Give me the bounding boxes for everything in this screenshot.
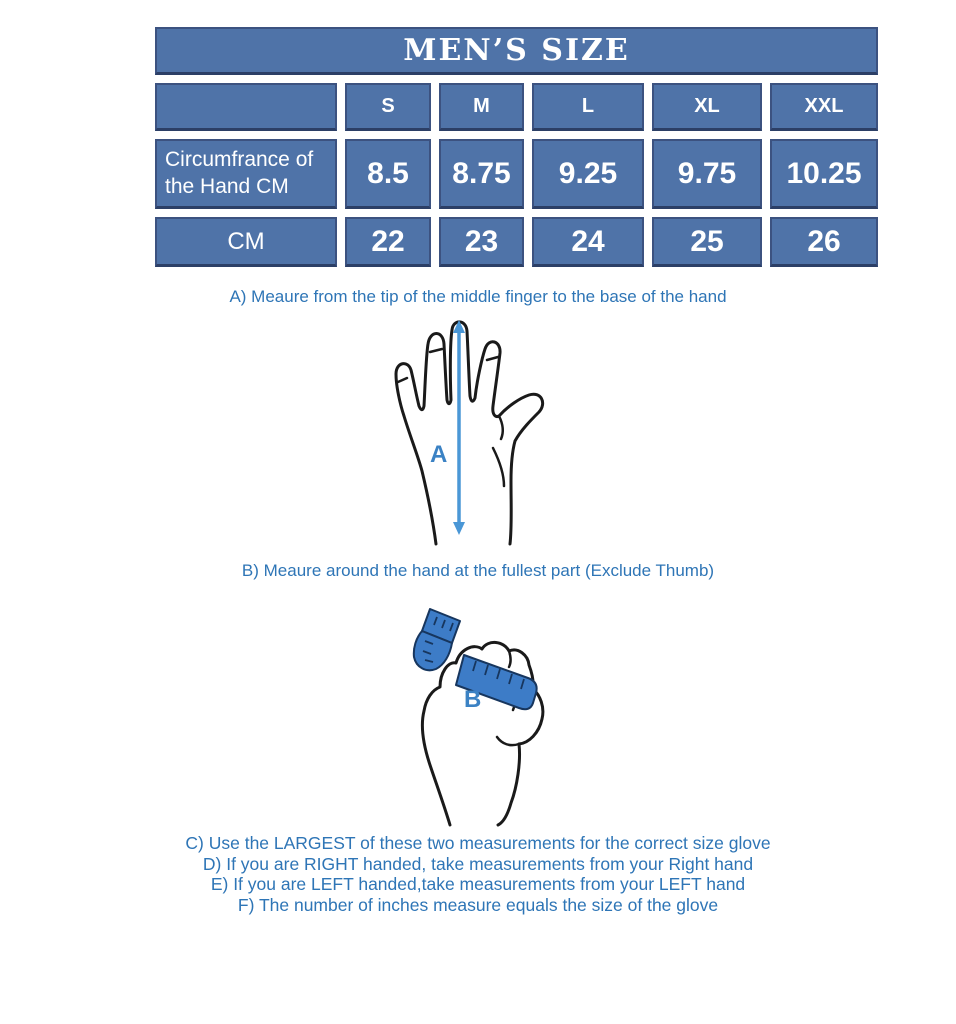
cm-value-xxl: 26 (770, 217, 878, 267)
col-header-l: L (532, 83, 644, 131)
open-hand-measure-illustration (390, 316, 550, 546)
hand-figure-label-a: A (430, 441, 448, 468)
circumference-value-xl: 9.75 (652, 139, 762, 209)
cm-value-xl: 25 (652, 217, 762, 267)
col-header-xxl: XXL (770, 83, 878, 131)
instruction-b: B) Meaure around the hand at the fullest part (Exclude Thumb) (241, 561, 715, 580)
circumference-value-xxl: 10.25 (770, 139, 878, 209)
footer-instructions (0, 833, 956, 915)
instruction-c: C) Use the LARGEST of these two measurements for the correct size glove (185, 833, 771, 853)
table-title: MEN’S SIZE (155, 27, 878, 75)
col-header-blank (155, 83, 337, 131)
instruction-a: A) Meaure from the tip of the middle finger to the base of the hand (229, 287, 727, 306)
col-header-s: S (345, 83, 431, 131)
instruction-e: E) If you are LEFT handed,take measurements from your LEFT hand (210, 874, 746, 894)
cm-value-l: 24 (532, 217, 644, 267)
circumference-value-l: 9.25 (532, 139, 644, 209)
row-label-circumference: Circumfrance of the Hand CM (155, 139, 337, 209)
fist-figure-label-b: B (464, 686, 482, 713)
instruction-d: D) If you are RIGHT handed, take measurements from your Right hand (202, 853, 754, 874)
circumference-value-m: 8.75 (439, 139, 524, 209)
fist-measure-illustration (398, 597, 550, 827)
cm-value-s: 22 (345, 217, 431, 267)
col-header-xl: XL (652, 83, 762, 131)
hand-outline (396, 322, 543, 544)
row-label-cm: CM (155, 217, 337, 267)
instruction-f: F) The number of inches measure equals the size of the glove (237, 894, 719, 915)
cm-value-m: 23 (439, 217, 524, 267)
col-header-m: M (439, 83, 524, 131)
circumference-value-s: 8.5 (345, 139, 431, 209)
mens-size-table (155, 27, 878, 267)
